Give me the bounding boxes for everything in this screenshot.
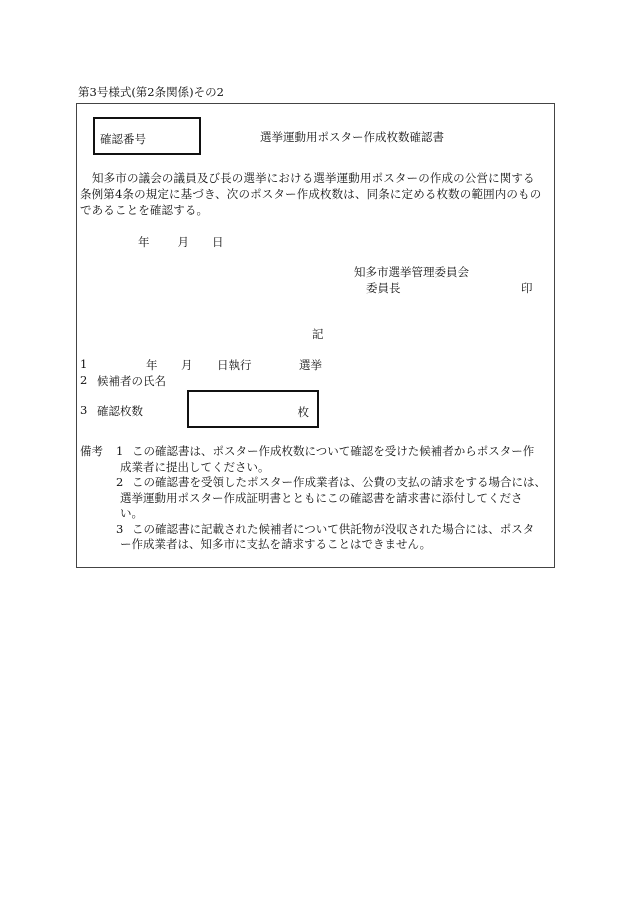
note-3-line: この確認書に記載された候補者について供託物が没収された場合には、ポスタ [132, 521, 535, 536]
item-1 [80, 357, 322, 372]
item-1-election: 選挙 [299, 358, 322, 372]
note-1-line: 成業者に提出してください。 [120, 459, 270, 474]
ki-heading: 記 [312, 327, 324, 341]
item-2-label: 候補者の氏名 [97, 374, 166, 388]
confirm-count-box[interactable] [187, 390, 319, 428]
note-1-num: 1 [116, 444, 124, 458]
paragraph-line: であることを確認する。 [80, 203, 209, 217]
seal-mark: 印 [521, 281, 533, 295]
note-1 [80, 444, 554, 475]
note-1-line: この確認書は、ポスター作成枚数について確認を受けた候補者からポスター作 [132, 444, 535, 458]
notes-section [80, 444, 554, 553]
note-2-num: 2 [116, 475, 124, 489]
item-2 [80, 373, 166, 388]
form-number-label: 第3号様式(第2条関係)その2 [78, 85, 224, 99]
paragraph-line: 条例第4条の規定に基づき、次のポスター作成枚数は、同条に定める枚数の範囲内のもの [80, 187, 542, 201]
note-3-num: 3 [116, 521, 124, 536]
confirm-number-box[interactable] [93, 117, 201, 155]
count-unit: 枚 [297, 405, 309, 419]
item-2-num: 2 [80, 373, 88, 387]
document-title: 選挙運動用ポスター作成枚数確認書 [260, 130, 444, 144]
date-month: 月 [177, 235, 189, 249]
note-2-line: 選挙運動用ポスター作成証明書とともにこの確認書を請求書に添付してくださ [120, 490, 523, 505]
item-1-day: 日執行 [217, 358, 252, 372]
date-day: 日 [212, 235, 224, 249]
item-1-year: 年 [146, 358, 158, 372]
date-year: 年 [138, 235, 150, 249]
date-line [138, 234, 224, 250]
item-1-num: 1 [80, 357, 88, 371]
item-3-label: 確認枚数 [97, 404, 143, 418]
item-3 [80, 403, 143, 418]
item-1-month: 月 [181, 358, 193, 372]
committee-name: 知多市選挙管理委員会 [354, 265, 469, 279]
note-2 [80, 475, 554, 522]
notes-label: 備考 [80, 444, 103, 458]
main-paragraph [80, 170, 554, 218]
item-3-num: 3 [80, 403, 88, 417]
chair-label: 委員長 [366, 281, 401, 295]
note-3-line: ー作成業者は、知多市に支払を請求することはできません。 [120, 537, 432, 551]
note-3 [80, 522, 554, 553]
confirm-number-label: 確認番号 [100, 132, 146, 146]
note-2-line: い。 [120, 506, 143, 520]
paragraph-line: 知多市の議会の議員及び長の選挙における選挙運動用ポスターの作成の公営に関する [92, 171, 535, 185]
note-2-line: この確認書を受領したポスター作成業者は、公費の支払の請求をする場合には、 [132, 475, 546, 489]
